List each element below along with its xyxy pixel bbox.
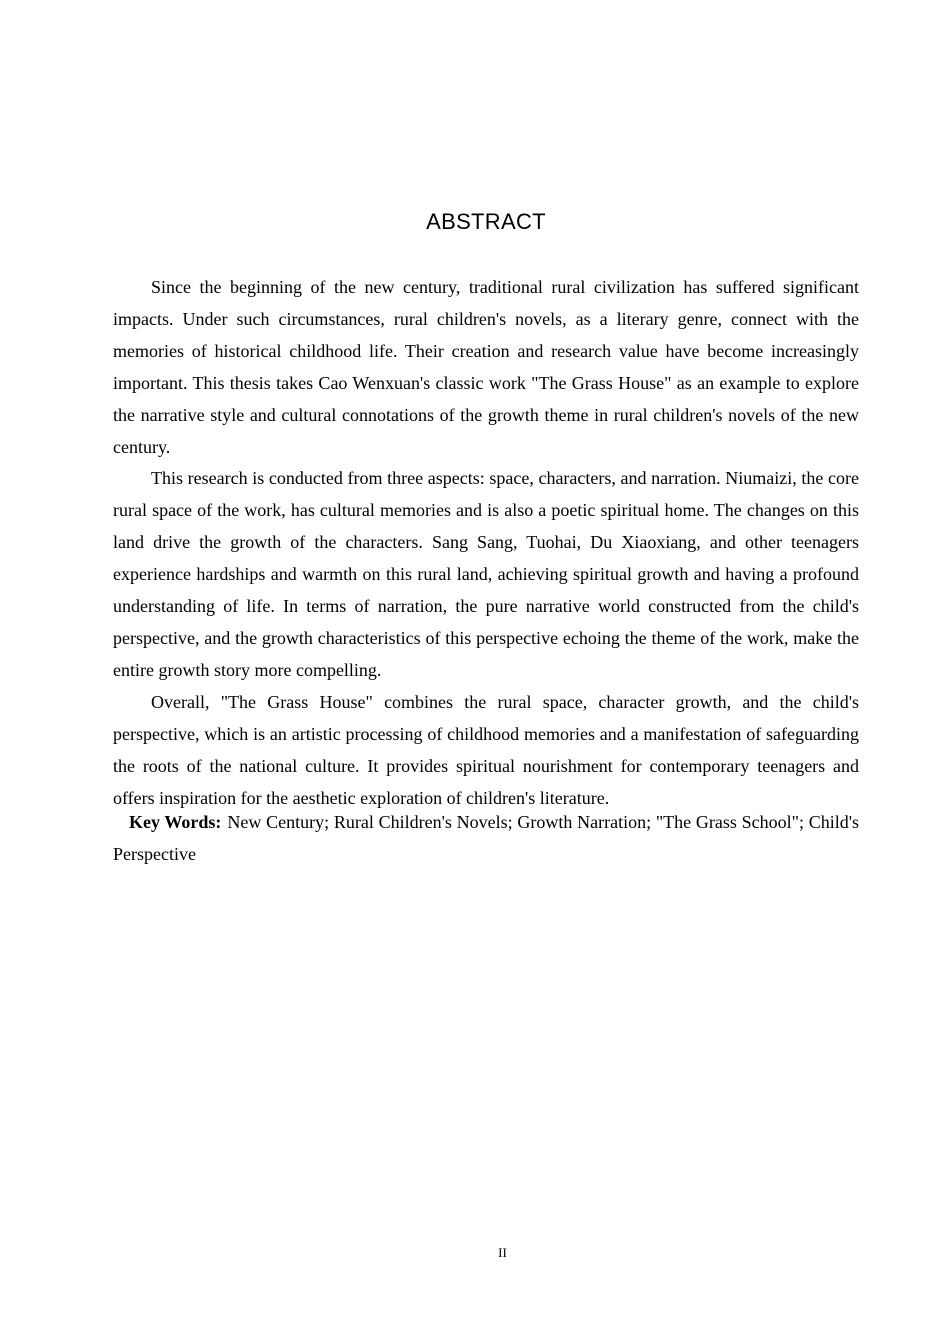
page-number: II xyxy=(498,1245,507,1260)
abstract-paragraph-2: This research is conducted from three aspects: space, characters, and narration. Niumaizi, the core rural space of the work, has cultural memories and is also a poetic spiritual home. The changes on this land drive the growth of the characters. Sang Sang, Tuohai, Du Xiaoxiang, and other teenagers experience hardships and warmth on this rural land, achieving spiritual growth and having a profound understanding of life. In terms of narration, the pure narrative world constructed from the child's perspective, and the growth characteristics of this perspective echoing the theme of the work, make the entire growth story more compelling. xyxy=(113,468,859,680)
keywords-text: New Century; Rural Children's Novels; Growth Narration; "The Grass School"; Child's Perspective xyxy=(113,812,859,865)
abstract-heading: ABSTRACT xyxy=(426,209,546,234)
keywords-line xyxy=(113,806,859,870)
abstract-body xyxy=(113,272,859,870)
abstract-paragraph-3: Overall, "The Grass House" combines the rural space, character growth, and the child's perspective, which is an artistic processing of childhood memories and a manifestation of safeguarding the roots of the national culture. It provides spiritual nourishment for contemporary teenagers and offers inspiration for the aesthetic exploration of children's literature. xyxy=(113,691,859,808)
abstract-paragraph-1: Since the beginning of the new century, traditional rural civilization has suffered significant impacts. Under such circumstances, rural children's novels, as a literary genre, connect with the memories of historical childhood life. Their creation and research value have become increasingly important. This thesis takes Cao Wenxuan's classic work "The Grass House" as an example to explore the narrative style and cultural connotations of the growth theme in rural children's novels of the new century. xyxy=(113,277,859,457)
keywords-label: Key Words: xyxy=(129,812,222,833)
